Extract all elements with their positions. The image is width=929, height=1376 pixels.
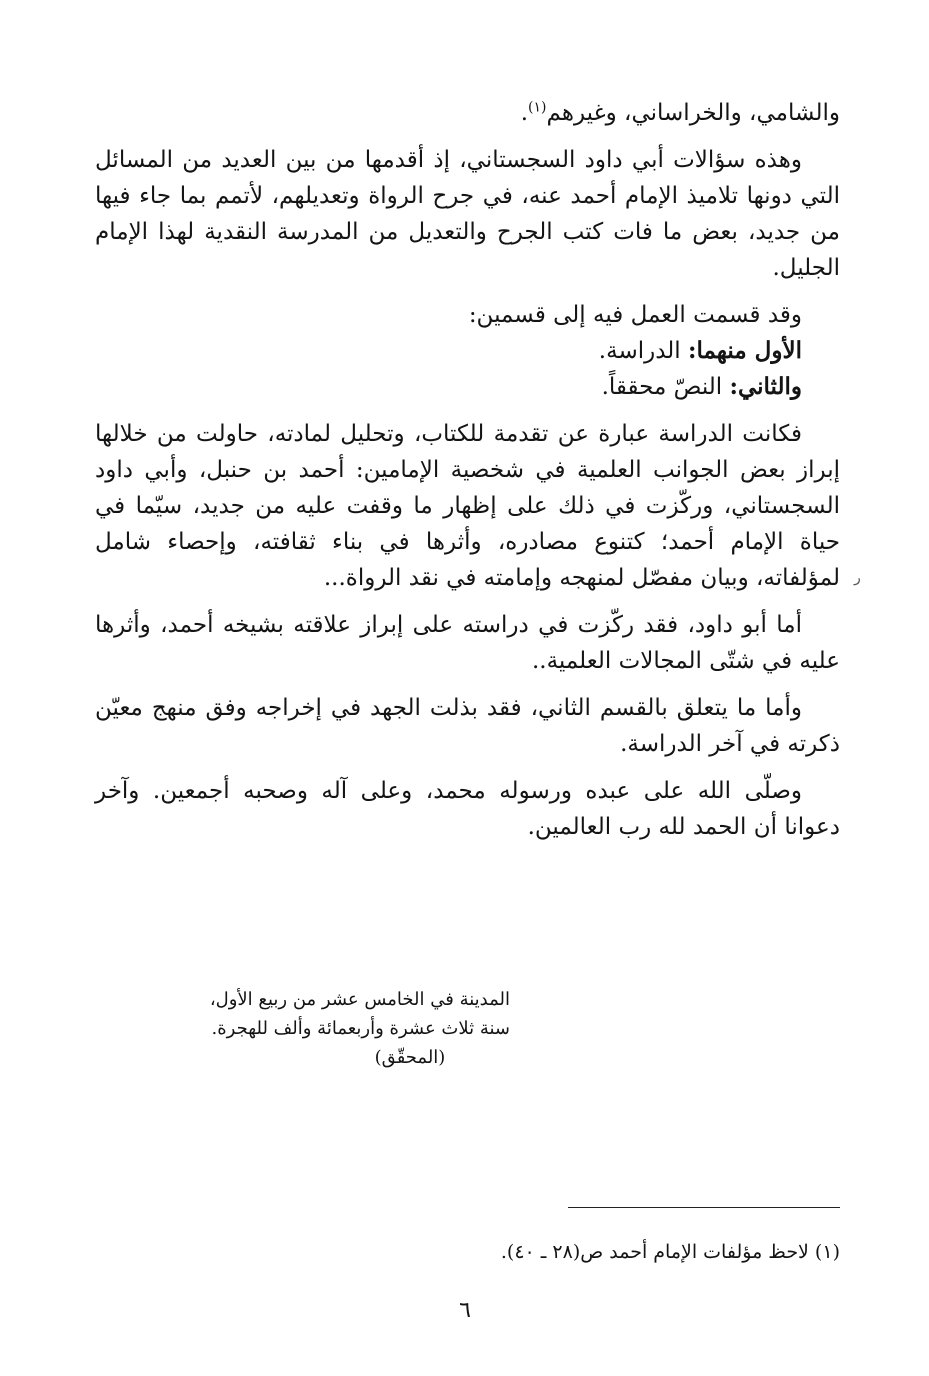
opening-text: والشامي، والخراساني، وغيرهم (546, 100, 840, 126)
part-2-label: والثاني: (729, 373, 802, 400)
signoff-author: (المحقّق) (374, 1047, 446, 1068)
footnote-divider (568, 1207, 840, 1208)
division-intro: وقد قسمت العمل فيه إلى قسمين: (468, 302, 802, 328)
paragraph-5: وصلّى الله على عبده ورسوله محمد، وعلى آله وصحبه أجمعين. وآخر دعوانا أن الحمد لله رب العالمين. (95, 778, 840, 840)
signoff-place-date: المدينة في الخامس عشر من ربيع الأول، (209, 989, 510, 1010)
margin-mark: ر (854, 570, 861, 586)
opening-end: . (520, 100, 529, 126)
signoff-year: سنة ثلاث عشرة وأربعمائة وألف للهجرة. (211, 1018, 510, 1039)
part-2-text: النصّ محققاً. (601, 374, 730, 400)
signoff-block (190, 985, 510, 1072)
page-number: ٦ (459, 1298, 471, 1323)
division-part-2 (95, 369, 802, 405)
part-1-label: الأول منهما: (688, 337, 802, 364)
footnote: (١) لاحظ مؤلفات الإمام أحمد ص(٢٨ ـ ٤٠). (500, 1241, 840, 1263)
division-list (95, 297, 840, 405)
part-1-text: الدراسة. (598, 338, 688, 364)
page-body (95, 95, 840, 856)
paragraph-4: وأما ما يتعلق بالقسم الثاني، فقد بذلت الجهد في إخراجه وفق منهج معيّن ذكرته في آخر الدراسة. (95, 695, 840, 757)
footnote-ref[interactable]: (١) (528, 99, 547, 116)
paragraph-2: فكانت الدراسة عبارة عن تقدمة للكتاب، وتحليل لمادته، حاولت من خلالها إبراز بعض الجوانب العلمية في شخصية الإمامين: أحمد بن حنبل، وأبي داود السجستاني، وركّزت في ذلك على إظهار ما وقفت عليه من جديد، سيّما في حياة الإمام أحمد؛ كتنوع مصادره، وأثرها في بناء ثقافته، وإحصاء شامل لمؤلفاته، وبيان مفصّل لمنهجه وإمامته في نقد الرواة... (95, 421, 840, 591)
opening-line (95, 95, 840, 131)
paragraph-1: وهذه سؤالات أبي داود السجستاني، إذ أقدمها من بين العديد من المسائل التي دونها تلاميذ الإمام أحمد عنه، في جرح الرواة وتعديلهم، لأتمم بما جاء فيها من جديد، بعض ما فات كتب الجرح والتعديل من المدرسة النقدية لهذا الإمام الجليل. (95, 147, 840, 281)
division-part-1 (95, 333, 802, 369)
paragraph-3: أما أبو داود، فقد ركّزت في دراسته على إبراز علاقته بشيخه أحمد، وأثرها عليه في شتّى المجالات العلمية.. (95, 612, 840, 674)
